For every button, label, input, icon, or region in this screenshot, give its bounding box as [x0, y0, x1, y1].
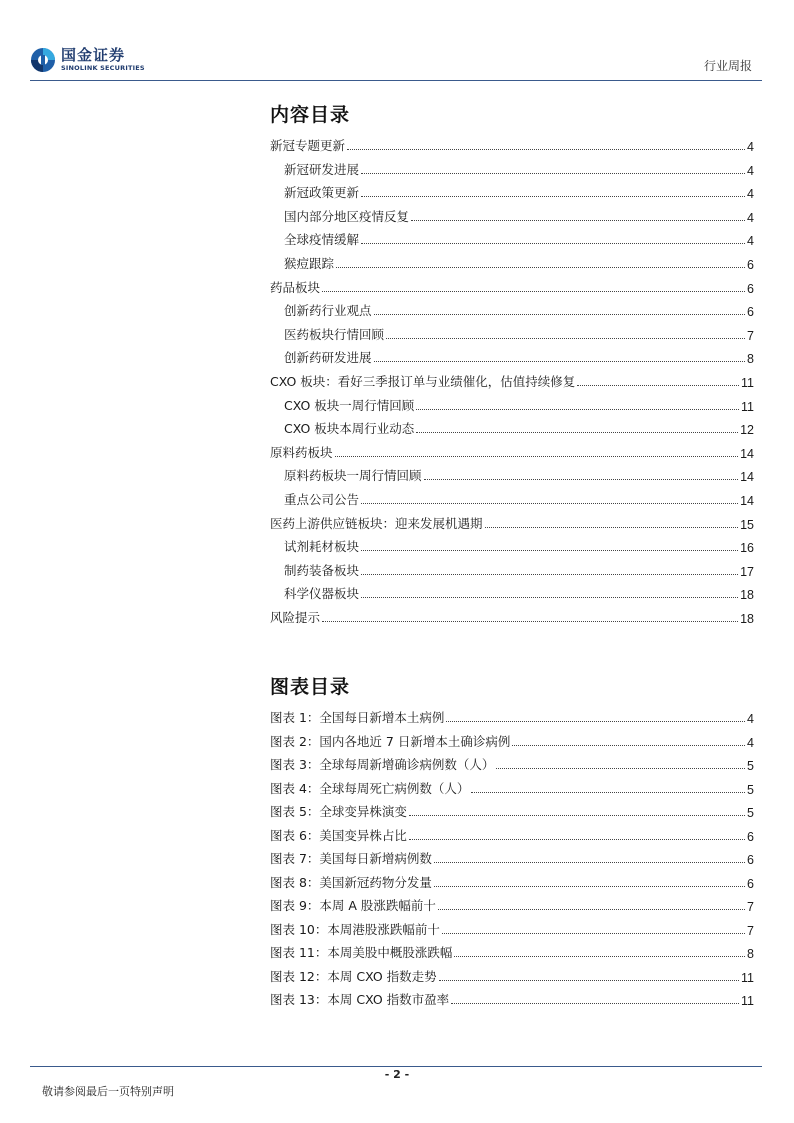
toc-entry-label: 创新药行业观点 [284, 303, 372, 319]
toc-leader-dots [434, 862, 745, 863]
toc-leader-dots [361, 597, 738, 598]
toc-entry-label: 风险提示 [270, 610, 321, 625]
toc-leader-dots [386, 338, 745, 339]
toc-leader-dots [361, 173, 745, 174]
logo-english-name: SINOLINK SECURITIES [61, 64, 145, 73]
toc-entry[interactable] [270, 136, 754, 154]
toc-entry-label: 医药上游供应链板块：迎来发展机遇期 [270, 515, 483, 531]
toc-entry-label: CXO 板块本周行业动态 [284, 421, 415, 437]
toc-entry[interactable] [284, 254, 754, 272]
toc-entry-label: 试剂耗材板块 [284, 539, 360, 555]
toc-entry-page: 7 [747, 328, 754, 343]
toc-entry[interactable] [284, 561, 754, 579]
toc-entry-label: 图表 2：国内各地近 7 日新增本土确诊病例 [270, 733, 511, 749]
toc-entry[interactable] [270, 732, 754, 750]
toc-leader-dots [485, 527, 739, 528]
contents-toc [270, 102, 754, 626]
toc-entry-page: 4 [747, 210, 754, 225]
toc-entry-label: 图表 10：本周港股涨跌幅前十 [270, 921, 440, 937]
toc-entry[interactable] [284, 301, 754, 319]
toc-leader-dots [361, 503, 738, 504]
toc-entry-page: 6 [747, 853, 754, 867]
toc-entry[interactable] [270, 967, 754, 985]
company-logo [30, 44, 145, 76]
toc-entry-page: 18 [740, 588, 754, 603]
toc-entry-label: 医药板块行情回顾 [284, 326, 385, 342]
toc-entry-page: 7 [747, 923, 754, 938]
toc-leader-dots [336, 267, 745, 268]
toc-leader-dots [374, 361, 746, 362]
toc-leader-dots [416, 409, 739, 410]
toc-entry-page: 7 [747, 900, 754, 914]
toc-entry-label: 图表 1：全国每日新增本土病例 [270, 710, 445, 725]
contents-title: 内容目录 [270, 104, 351, 126]
toc-leader-dots [416, 432, 738, 433]
toc-entry-page: 17 [740, 564, 754, 579]
toc-leader-dots [322, 621, 738, 622]
toc-entry-page: 8 [747, 947, 754, 961]
toc-entry-page: 11 [741, 994, 754, 1008]
toc-leader-dots [347, 149, 745, 150]
toc-entry-label: 新冠专题更新 [270, 138, 346, 153]
toc-entry-label: 制药装备板块 [284, 562, 360, 578]
toc-entry[interactable] [270, 990, 754, 1008]
toc-entry[interactable] [284, 466, 754, 484]
toc-entry-page: 11 [741, 970, 754, 985]
toc-leader-dots [361, 243, 745, 244]
toc-leader-dots [409, 839, 745, 840]
report-type: 行业周报 [703, 59, 752, 73]
toc-entry-page: 8 [747, 352, 754, 367]
toc-entry-label: 原料药板块一周行情回顾 [284, 468, 422, 484]
toc-entry-page: 5 [747, 782, 754, 797]
toc-entry-label: 图表 6：美国变异株占比 [270, 827, 407, 843]
toc-entry[interactable] [284, 160, 754, 178]
toc-entry-label: 图表 5：全球变异株演变 [270, 804, 407, 819]
toc-leader-dots [409, 815, 745, 816]
toc-entry-page: 5 [747, 806, 754, 820]
toc-entry-page: 4 [747, 234, 754, 249]
toc-entry-page: 6 [747, 305, 754, 320]
sinolink-logo-icon [30, 47, 56, 73]
toc-entry[interactable] [284, 490, 754, 508]
toc-leader-dots [361, 550, 738, 551]
toc-entry-label: 药品板块 [270, 279, 321, 295]
toc-leader-dots [446, 721, 745, 722]
toc-leader-dots [434, 886, 745, 887]
toc-entry[interactable] [270, 372, 754, 390]
toc-entry-label: 图表 7：美国每日新增病例数 [270, 851, 432, 866]
toc-entry[interactable] [270, 755, 754, 773]
toc-leader-dots [471, 792, 745, 793]
toc-entry-page: 18 [740, 612, 754, 626]
toc-entry-label: 猴痘跟踪 [284, 256, 335, 271]
toc-entry-page: 4 [747, 140, 754, 154]
toc-entry[interactable] [270, 779, 754, 797]
toc-entry-page: 16 [740, 541, 754, 556]
toc-entry-label: 图表 4：全球每周死亡病例数（人） [270, 780, 470, 796]
toc-entry-label: CXO 板块：看好三季报订单与业绩催化，估值持续修复 [270, 374, 576, 389]
toc-leader-dots [512, 745, 745, 746]
toc-entry-label: 创新药研发进展 [284, 350, 372, 366]
toc-leader-dots [361, 196, 745, 197]
toc-entry-label: 图表 11：本周美股中概股涨跌幅 [270, 945, 453, 960]
figures-title: 图表目录 [270, 676, 351, 698]
toc-entry-page: 11 [741, 376, 754, 390]
toc-leader-dots [322, 291, 745, 292]
toc-entry-label: 图表 12：本周 CXO 指数走势 [270, 968, 437, 984]
toc-entry[interactable] [270, 826, 754, 844]
toc-entry[interactable] [270, 943, 754, 961]
toc-entry[interactable] [270, 849, 754, 867]
toc-entry[interactable] [270, 443, 754, 461]
toc-entry-label: 科学仪器板块 [284, 586, 360, 602]
toc-entry-page: 14 [740, 470, 754, 485]
toc-entry-page: 15 [740, 517, 754, 532]
toc-entry[interactable] [284, 348, 754, 366]
toc-entry[interactable] [284, 584, 754, 602]
logo-chinese-name: 国金证券 [61, 46, 126, 65]
page-header [0, 0, 794, 80]
toc-entry[interactable] [270, 920, 754, 938]
toc-entry-label: 重点公司公告 [284, 492, 360, 507]
figures-toc [270, 674, 754, 1008]
toc-entry-label: 全球疫情缓解 [284, 232, 360, 248]
toc-entry-label: CXO 板块一周行情回顾 [284, 397, 415, 413]
toc-entry[interactable] [284, 325, 754, 343]
toc-entry-page: 6 [747, 281, 754, 296]
toc-entry-page: 4 [747, 712, 754, 726]
toc-entry[interactable] [284, 230, 754, 248]
toc-entry-page: 6 [747, 829, 754, 844]
toc-leader-dots [438, 909, 745, 910]
toc-entry-page: 14 [740, 446, 754, 461]
toc-leader-dots [335, 456, 739, 457]
toc-entry-label: 图表 13：本周 CXO 指数市盈率 [270, 992, 450, 1007]
toc-entry-page: 4 [747, 163, 754, 178]
toc-entry[interactable] [270, 278, 754, 296]
toc-leader-dots [411, 220, 745, 221]
toc-entry[interactable] [284, 183, 754, 201]
toc-leader-dots [374, 314, 746, 315]
toc-entry[interactable] [284, 207, 754, 225]
toc-leader-dots [496, 768, 745, 769]
toc-entry[interactable] [270, 896, 754, 914]
toc-entry[interactable] [284, 396, 754, 414]
toc-entry-page: 6 [747, 876, 754, 891]
toc-entry[interactable] [270, 873, 754, 891]
toc-entry-page: 5 [747, 759, 754, 773]
toc-entry[interactable] [284, 537, 754, 555]
toc-entry-label: 新冠研发进展 [284, 161, 360, 177]
header-divider [30, 80, 762, 81]
footer-divider [30, 1066, 762, 1067]
toc-entry[interactable] [270, 514, 754, 532]
toc-leader-dots [577, 385, 739, 386]
toc-entry-label: 图表 8：美国新冠药物分发量 [270, 874, 432, 890]
toc-entry-page: 4 [747, 735, 754, 750]
toc-entry[interactable] [270, 708, 754, 726]
toc-entry-page: 14 [740, 494, 754, 508]
toc-entry-label: 原料药板块 [270, 444, 333, 460]
toc-leader-dots [451, 1003, 739, 1004]
toc-leader-dots [454, 956, 745, 957]
toc-entry-page: 11 [741, 399, 754, 414]
toc-entry-page: 4 [747, 187, 754, 202]
toc-entry-label: 图表 3：全球每周新增确诊病例数（人） [270, 757, 495, 772]
toc-leader-dots [361, 574, 738, 575]
toc-leader-dots [442, 933, 745, 934]
toc-entry[interactable] [284, 419, 754, 437]
toc-leader-dots [424, 479, 739, 480]
toc-entry[interactable] [270, 802, 754, 820]
toc-entry-page: 6 [747, 258, 754, 272]
page-number: - 2 - [384, 1068, 410, 1081]
toc-entry[interactable] [270, 608, 754, 626]
toc-leader-dots [439, 980, 739, 981]
toc-entry-label: 图表 9：本周 A 股涨跌幅前十 [270, 898, 436, 913]
toc-entry-label: 新冠政策更新 [284, 185, 360, 201]
disclaimer-note: 敬请参阅最后一页特别声明 [42, 1085, 174, 1098]
toc-entry-label: 国内部分地区疫情反复 [284, 208, 410, 224]
toc-entry-page: 12 [740, 423, 754, 438]
